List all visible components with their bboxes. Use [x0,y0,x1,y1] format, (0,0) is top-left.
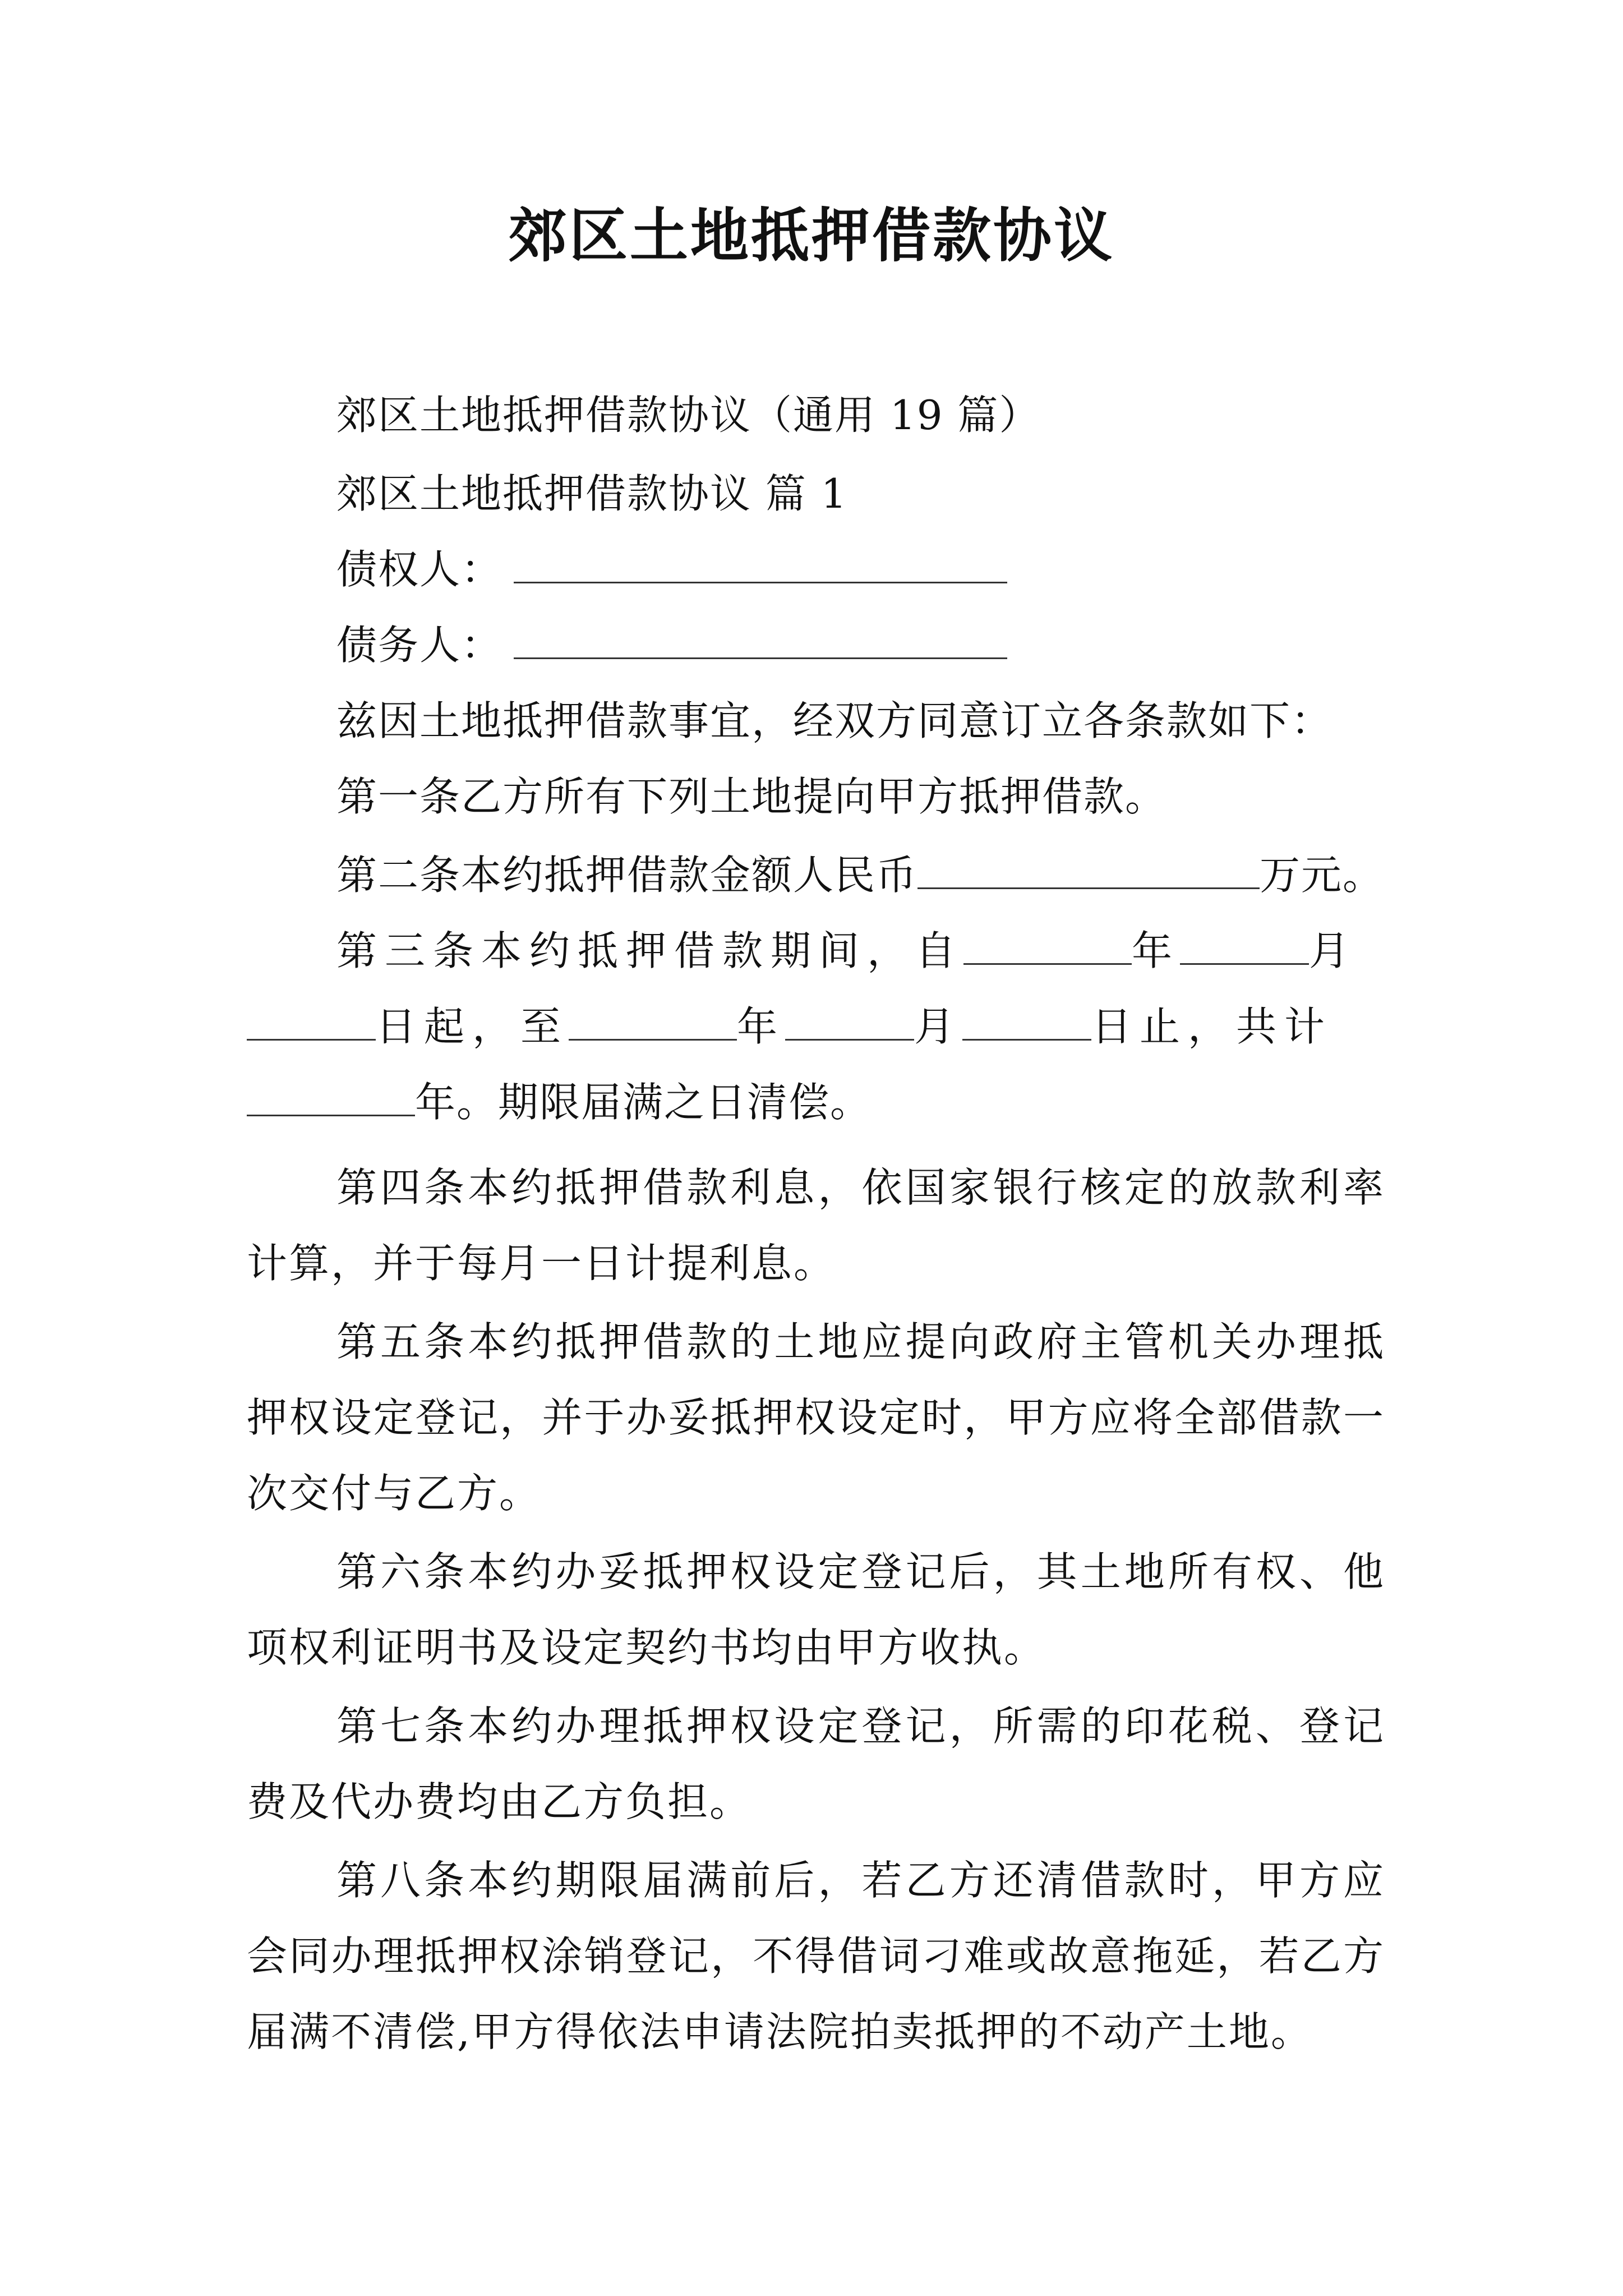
creditor-blank [514,542,1007,583]
end-month-blank [785,1000,914,1041]
article-2-suffix: 万元。 [1260,852,1385,899]
article-3-part1: 第三条本约抵押借款期间，自 [336,927,964,974]
day-end-label: 日止，共计 [1091,1003,1333,1050]
section-heading: 郊区土地抵押借款协议 篇 1 [336,470,848,517]
end-year-label: 年 [737,1003,786,1050]
article-6: 第六条本约办妥抵押权设定登记后，其土地所有权、他项权利证明书及设定契约书均由甲方收执。 [247,1548,1385,1671]
end-day-blank [962,1000,1091,1041]
article-3-line-3 [247,1074,872,1130]
month-label: 月 [1309,927,1358,974]
article-2-prefix: 第二条本约抵押借款金额人民币 [336,852,918,899]
article-1: 第一条乙方所有下列土地提向甲方抵押借款。 [336,773,1167,820]
years-suffix: 年。期限届满之日清偿。 [415,1079,872,1126]
subtitle: 郊区土地抵押借款协议（通用 19 篇） [336,392,1041,439]
total-years-blank [247,1075,415,1116]
article-5: 第五条本约抵押借款的土地应提向政府主管机关办理抵押权设定登记，并于办妥抵押权设定时，甲方应将全部借款一次交付与乙方。 [247,1318,1385,1517]
end-year-blank [569,1000,737,1041]
start-year-blank [963,924,1132,965]
day-start-label: 日起，至 [376,1003,569,1050]
end-month-label: 月 [914,1003,963,1050]
creditor-label: 债权人： [336,546,503,593]
debtor-label: 债务人： [336,622,503,669]
article-3-line-2 [247,999,1332,1055]
year-label: 年 [1132,927,1181,974]
document-title: 郊区土地抵押借款协议 [508,201,1114,270]
intro-text: 兹因土地抵押借款事宜，经双方同意订立各条款如下： [336,697,1333,744]
debtor-blank [514,618,1007,659]
article-2 [336,847,1384,903]
article-8: 第八条本约期限届满前后，若乙方还清借款时，甲方应会同办理抵押权涂销登记，不得借词刁难或故意拖延，若乙方届满不清偿,甲方得依法申请法院拍卖抵押的不动产土地。 [247,1857,1385,2055]
debtor-line [336,617,1007,673]
article-7: 第七条本约办理抵押权设定登记，所需的印花税、登记费及代办费均由乙方负担。 [247,1703,1385,1825]
start-day-blank [247,1000,376,1041]
start-month-blank [1180,924,1309,965]
creditor-line [336,541,1007,597]
article-3-line-1 [336,923,1357,979]
amount-blank [917,848,1260,889]
article-4: 第四条本约抵押借款利息，依国家银行核定的放款利率计算，并于每月一日计提利息。 [247,1164,1385,1287]
